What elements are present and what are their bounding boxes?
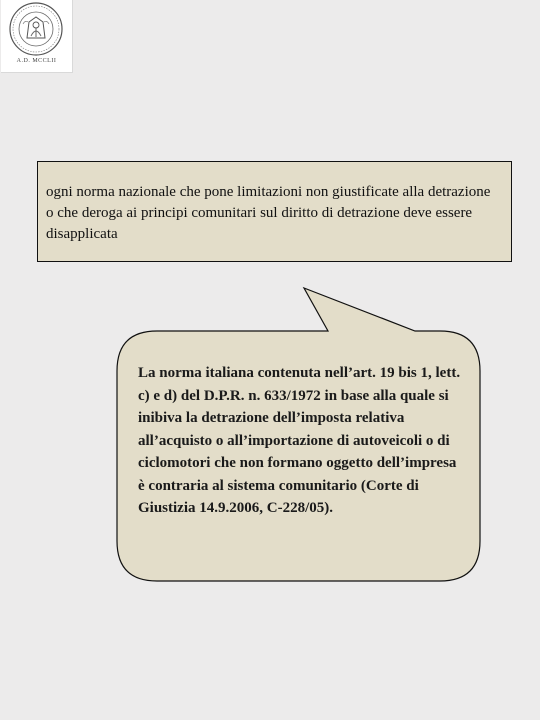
- seal-caption: A.D. MCCLII: [16, 58, 57, 64]
- quote-text: ogni norma nazionale che pone limitazioni non giustificate alla detrazione o che deroga ai principi comunitari sul diritto di detrazione deve essere disapplicata: [46, 184, 491, 242]
- speech-bubble-text: La norma italiana contenuta nell’art. 19 bis 1, lett. c) e d) del D.P.R. n. 633/1972 in base alla quale si inibiva la detrazione dell’imposta relativa all’acquisto o all’importazione di autoveicoli o di ciclomotori che non formano oggetto dell’impresa è contraria al sistema comunitario (Corte di Giustizia 14.9.2006, C-228/05).: [138, 365, 461, 516]
